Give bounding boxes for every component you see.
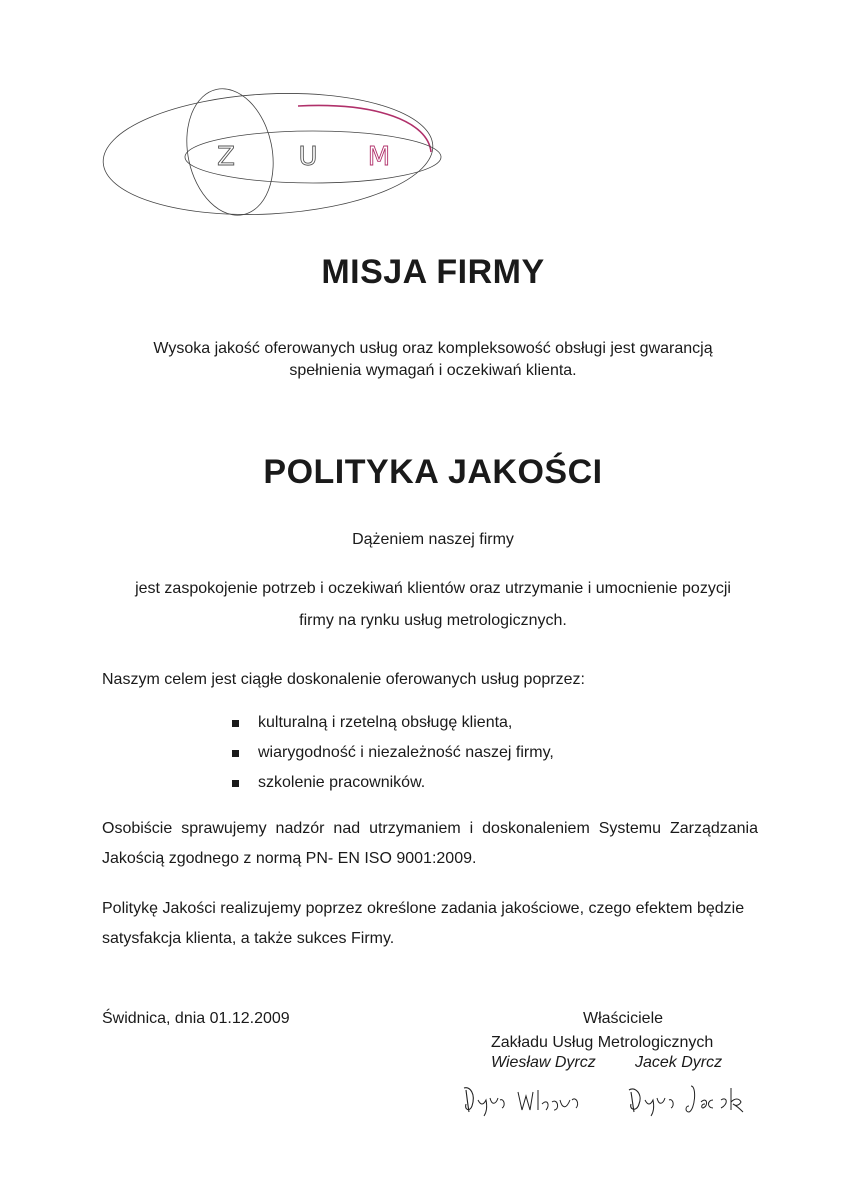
mission-title: MISJA FIRMY — [321, 253, 545, 291]
aim-text: Naszym celem jest ciągłe doskonalenie oferowanych usług poprzez: — [102, 671, 585, 688]
bullet-text: kulturalną i rzetelną obsługę klienta, — [258, 714, 513, 731]
company-name: Zakładu Usług Metrologicznych — [491, 1034, 714, 1051]
policy-title: POLITYKA JAKOŚCI — [263, 453, 603, 491]
list-item — [230, 708, 554, 738]
signature-jacek — [625, 1080, 755, 1120]
mission-text — [0, 338, 866, 382]
list-item — [230, 768, 554, 798]
logo-letter-z: Z — [217, 142, 235, 172]
owner-name-2: Jacek Dyrcz — [635, 1054, 723, 1071]
logo-letter-u: U — [298, 142, 318, 172]
bullet-square-icon — [232, 750, 239, 757]
bullet-list — [230, 708, 554, 798]
policy-goal-line-2: firmy na rynku usług metrologicznych. — [299, 612, 567, 629]
logo-letter-m: M — [367, 142, 391, 172]
list-item — [230, 738, 554, 768]
policy-goal — [0, 573, 866, 637]
owner-name-1: Wiesław Dyrcz — [491, 1054, 596, 1071]
bullet-text: wiarygodność i niezależność naszej firmy, — [258, 744, 554, 761]
policy-intro: Dążeniem naszej firmy — [352, 531, 514, 548]
signature-wieslaw — [460, 1080, 590, 1120]
realize-paragraph: Politykę Jakości realizujemy poprzez określone zadania jakościowe, czego efektem będzie satysfakcja klienta, a także sukces Firmy. — [102, 900, 745, 947]
company-logo — [98, 82, 443, 234]
mission-line-1: Wysoka jakość oferowanych usług oraz kompleksowość obsługi jest gwarancją — [153, 340, 713, 357]
oversight-paragraph: Osobiście sprawujemy nadzór nad utrzymaniem i doskonaleniem Systemu Zarządzania Jakością zgodnego z normą PN- EN ISO 9001:2009. — [102, 820, 758, 867]
bullet-text: szkolenie pracowników. — [258, 774, 426, 791]
policy-goal-line-1: jest zaspokojenie potrzeb i oczekiwań klientów oraz utrzymanie i umocnienie pozycji — [135, 580, 731, 597]
bullet-square-icon — [232, 780, 239, 787]
mission-line-2: spełnienia wymagań i oczekiwań klienta. — [289, 362, 577, 379]
place-date: Świdnica, dnia 01.12.2009 — [102, 1010, 290, 1027]
owners-label: Właściciele — [583, 1010, 664, 1027]
bullet-square-icon — [232, 720, 239, 727]
